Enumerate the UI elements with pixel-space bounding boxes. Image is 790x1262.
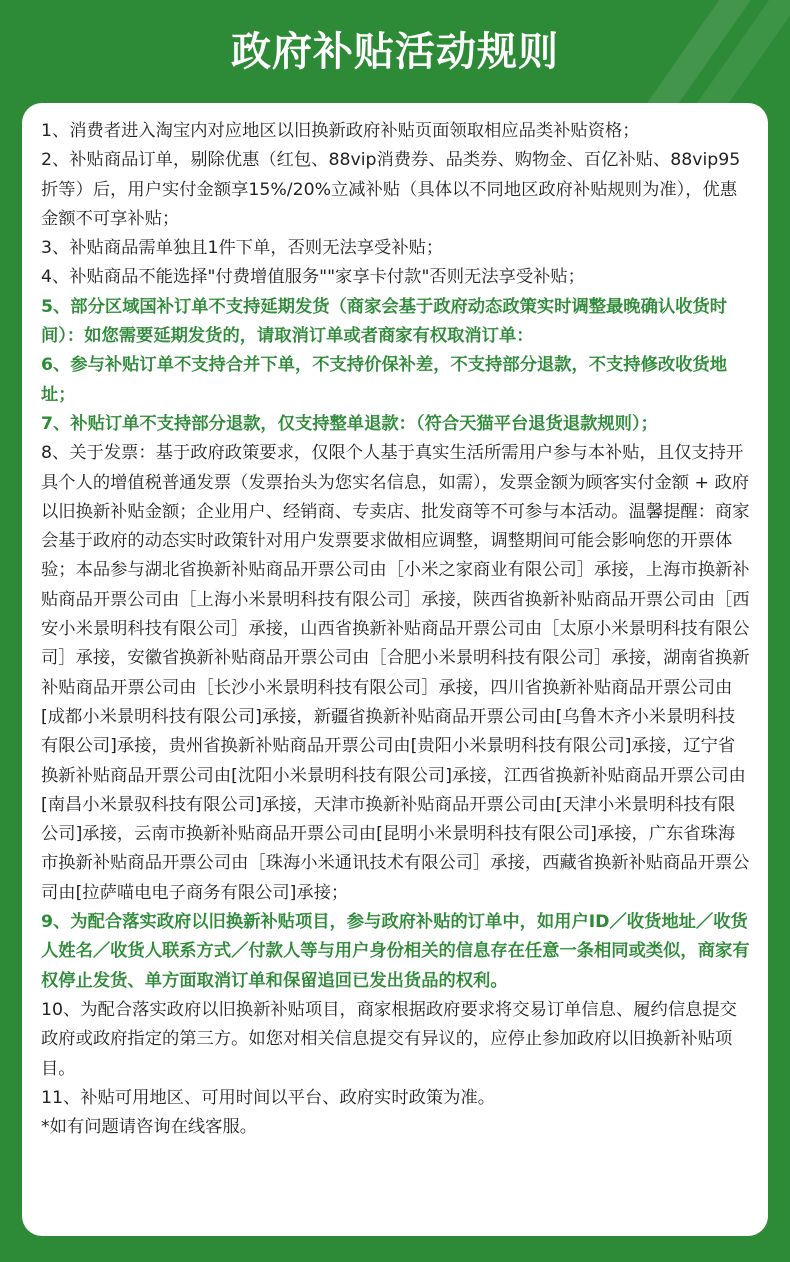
page-title: 政府补贴活动规则	[231, 29, 559, 75]
rule-5: 5、部分区域国补订单不支持延期发货（商家会基于政府动态政策实时调整最晚确认收货时间）：如您需要延期发货的，请取消订单或者商家有权取消订单：	[41, 296, 727, 347]
rule-8: 8、关于发票：基于政府政策要求，仅限个人基于真实生活所需用户参与本补贴，且仅支持开具个人的增值税普通发票（发票抬头为您实名信息，如需），发票金额为顾客实付金额 + 政府以旧换新补贴金额；企业用户、经销商、专卖店、批发商等不可参与本活动。温馨提醒：商家会基于政府的动态实时政策针对用户发票要求做相应调整，调整期间可能会影响您的开票体验；本品参与湖北省换新补贴商品开票公司由［小米之家商业有限公司］承接，上海市换新补贴商品开票公司由［上海小米景明科技有限公司］承接，陕西省换新补贴商品开票公司由［西安小米景明科技有限公司］承接，山西省换新补贴商品开票公司由［太原小米景明科技有限公司］承接，安徽省换新补贴商品开票公司由［合肥小米景明科技有限公司］承接，湖南省换新补贴商品开票公司由［长沙小米景明科技有限公司］承接，四川省换新补贴商品开票公司由[成都小米景明科技有限公司]承接，新疆省换新补贴商品开票公司由[乌鲁木齐小米景明科技有限公司]承接，贵州省换新补贴商品开票公司由[贵阳小米景明科技有限公司]承接，辽宁省换新补贴商品开票公司由[沈阳小米景明科技有限公司]承接，江西省换新补贴商品开票公司由[南昌小米景驭科技有限公司]承接，天津市换新补贴商品开票公司由[天津小米景明科技有限公司]承接，云南市换新补贴商品开票公司由[昆明小米景明科技有限公司]承接，广东省珠海市换新补贴商品开票公司由［珠海小米通讯技术有限公司］承接，西藏省换新补贴商品开票公司由[拉萨喵电电子商务有限公司]承接；	[41, 443, 750, 903]
rule-9: 9、为配合落实政府以旧换新补贴项目，参与政府补贴的订单中，如用户ID／收货地址／收货人姓名／收货人联系方式／付款人等与用户身份相关的信息存在任意一条相同或类似，商家有权停止发货、单方面取消订单和保留追回已发出货品的权利。	[41, 912, 750, 991]
rule-3: 3、补贴商品需单独且1件下单，否则无法享受补贴；	[41, 238, 444, 259]
rule-1: 1、消费者进入淘宝内对应地区以旧换新政府补贴页面领取相应品类补贴资格；	[41, 121, 640, 141]
rule-2: 2、补贴商品订单，剔除优惠（红包、88vip消费券、品类券、购物金、百亿补贴、88vip95折等）后，用户实付金额享15%/20%立减补贴（具体以不同地区政府补贴规则为准），优惠金额不可享补贴；	[41, 150, 741, 229]
rule-11: 11、补贴可用地区、可用时间以平台、政府实时政策为准。	[41, 1087, 496, 1108]
rules-card	[22, 103, 768, 1236]
rule-7: 7、补贴订单不支持部分退款，仅支持整单退款：（符合天猫平台退货退款规则）；	[41, 413, 658, 434]
rule-4: 4、补贴商品不能选择"付费增值服务""家享卡付款"否则无法享受补贴；	[41, 267, 585, 288]
customer-service-note: *如有问题请咨询在线客服。	[41, 1117, 258, 1138]
rule-10: 10、为配合落实政府以旧换新补贴项目，商家根据政府要求将交易订单信息、履约信息提交政府或政府指定的第三方。如您对相关信息提交有异议的，应停止参加政府以旧换新补贴项目。	[41, 999, 737, 1079]
rule-6: 6、参与补贴订单不支持合并下单，不支持价保补差，不支持部分退款，不支持修改收货地址；	[41, 355, 727, 405]
